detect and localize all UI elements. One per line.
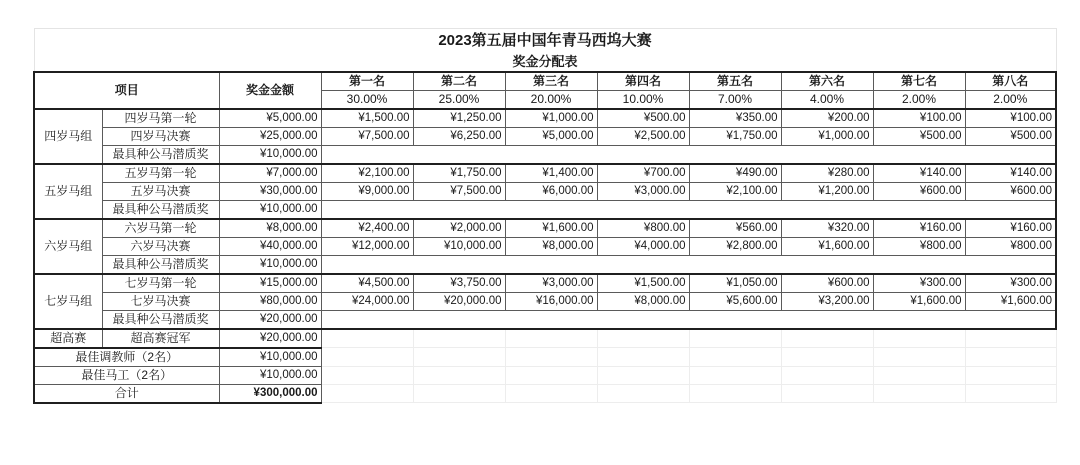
prize-cell: ¥1,400.00 bbox=[505, 164, 597, 183]
prize-cell: ¥5,000.00 bbox=[505, 127, 597, 145]
item-cell: 四岁马第一轮 bbox=[102, 109, 219, 128]
header-place: 第二名 bbox=[413, 72, 505, 91]
prize-cell: ¥100.00 bbox=[965, 109, 1056, 128]
prize-cell: ¥1,600.00 bbox=[873, 292, 965, 310]
empty-grid-cell bbox=[781, 348, 873, 367]
prize-cell: ¥1,750.00 bbox=[689, 127, 781, 145]
prize-cell: ¥1,750.00 bbox=[413, 164, 505, 183]
prize-cell: ¥1,200.00 bbox=[781, 182, 873, 200]
amount-cell: ¥25,000.00 bbox=[219, 127, 321, 145]
prize-cell: ¥600.00 bbox=[873, 182, 965, 200]
merged-empty-cell bbox=[321, 310, 1056, 329]
prize-cell: ¥10,000.00 bbox=[413, 237, 505, 255]
amount-cell: ¥10,000.00 bbox=[219, 366, 321, 384]
prize-cell: ¥3,000.00 bbox=[505, 274, 597, 293]
header-place: 第七名 bbox=[873, 72, 965, 91]
prize-cell: ¥4,000.00 bbox=[597, 237, 689, 255]
amount-cell: ¥10,000.00 bbox=[219, 348, 321, 367]
empty-grid-cell bbox=[873, 366, 965, 384]
header-amount: 奖金金额 bbox=[219, 72, 321, 109]
amount-cell: ¥8,000.00 bbox=[219, 219, 321, 238]
empty-grid-cell bbox=[965, 348, 1056, 367]
table-row bbox=[34, 127, 1056, 145]
prize-cell: ¥1,000.00 bbox=[781, 127, 873, 145]
header-project: 项目 bbox=[34, 72, 219, 109]
item-cell: 超高赛冠军 bbox=[102, 329, 219, 348]
header-percent: 30.00% bbox=[321, 90, 413, 109]
group-cell: 七岁马组 bbox=[34, 274, 102, 329]
prize-cell: ¥12,000.00 bbox=[321, 237, 413, 255]
amount-cell: ¥7,000.00 bbox=[219, 164, 321, 183]
table-row bbox=[34, 310, 1056, 329]
prize-cell: ¥8,000.00 bbox=[505, 237, 597, 255]
prize-cell: ¥9,000.00 bbox=[321, 182, 413, 200]
empty-grid-cell bbox=[781, 329, 873, 348]
prize-cell: ¥160.00 bbox=[873, 219, 965, 238]
prize-cell: ¥2,100.00 bbox=[689, 182, 781, 200]
empty-grid-cell bbox=[781, 384, 873, 403]
total-label-cell: 合计 bbox=[34, 384, 219, 403]
item-cell: 五岁马第一轮 bbox=[102, 164, 219, 183]
empty-grid-cell bbox=[413, 329, 505, 348]
prize-distribution-table bbox=[33, 28, 1057, 404]
header-percent: 25.00% bbox=[413, 90, 505, 109]
item-cell: 四岁马决赛 bbox=[102, 127, 219, 145]
amount-cell: ¥5,000.00 bbox=[219, 109, 321, 128]
header-percent: 20.00% bbox=[505, 90, 597, 109]
header-place: 第一名 bbox=[321, 72, 413, 91]
prize-cell: ¥2,100.00 bbox=[321, 164, 413, 183]
footer-label-cell: 最佳马工（2名） bbox=[34, 366, 219, 384]
amount-cell: ¥10,000.00 bbox=[219, 145, 321, 164]
prize-cell: ¥280.00 bbox=[781, 164, 873, 183]
item-cell: 六岁马决赛 bbox=[102, 237, 219, 255]
empty-grid-cell bbox=[597, 348, 689, 367]
item-cell: 七岁马第一轮 bbox=[102, 274, 219, 293]
prize-cell: ¥500.00 bbox=[873, 127, 965, 145]
amount-cell: ¥30,000.00 bbox=[219, 182, 321, 200]
table-row bbox=[34, 255, 1056, 274]
table-row bbox=[34, 384, 1056, 403]
header-place: 第四名 bbox=[597, 72, 689, 91]
prize-cell: ¥300.00 bbox=[965, 274, 1056, 293]
table-row bbox=[34, 200, 1056, 219]
table-row bbox=[34, 366, 1056, 384]
page-title: 2023第五届中国年青马西坞大赛 bbox=[34, 29, 1056, 52]
empty-grid-cell bbox=[965, 329, 1056, 348]
prize-cell: ¥20,000.00 bbox=[413, 292, 505, 310]
merged-empty-cell bbox=[321, 255, 1056, 274]
item-cell: 最具种公马潜质奖 bbox=[102, 145, 219, 164]
prize-cell: ¥490.00 bbox=[689, 164, 781, 183]
empty-grid-cell bbox=[965, 384, 1056, 403]
empty-grid-cell bbox=[689, 329, 781, 348]
prize-cell: ¥1,250.00 bbox=[413, 109, 505, 128]
group-cell: 六岁马组 bbox=[34, 219, 102, 274]
prize-cell: ¥300.00 bbox=[873, 274, 965, 293]
merged-empty-cell bbox=[321, 200, 1056, 219]
prize-cell: ¥2,500.00 bbox=[597, 127, 689, 145]
header-place: 第六名 bbox=[781, 72, 873, 91]
amount-cell: ¥15,000.00 bbox=[219, 274, 321, 293]
prize-cell: ¥4,500.00 bbox=[321, 274, 413, 293]
empty-grid-cell bbox=[321, 384, 413, 403]
header-percent: 4.00% bbox=[781, 90, 873, 109]
empty-grid-cell bbox=[321, 348, 413, 367]
prize-cell: ¥500.00 bbox=[965, 127, 1056, 145]
empty-grid-cell bbox=[505, 348, 597, 367]
amount-cell: ¥80,000.00 bbox=[219, 292, 321, 310]
empty-grid-cell bbox=[505, 329, 597, 348]
empty-grid-cell bbox=[321, 329, 413, 348]
table-row bbox=[34, 329, 1056, 348]
item-cell: 最具种公马潜质奖 bbox=[102, 310, 219, 329]
table-row bbox=[34, 292, 1056, 310]
prize-cell: ¥140.00 bbox=[873, 164, 965, 183]
prize-cell: ¥800.00 bbox=[597, 219, 689, 238]
item-cell: 五岁马决赛 bbox=[102, 182, 219, 200]
prize-cell: ¥5,600.00 bbox=[689, 292, 781, 310]
prize-cell: ¥600.00 bbox=[965, 182, 1056, 200]
amount-cell: ¥20,000.00 bbox=[219, 310, 321, 329]
prize-cell: ¥1,600.00 bbox=[505, 219, 597, 238]
empty-grid-cell bbox=[505, 366, 597, 384]
empty-grid-cell bbox=[505, 384, 597, 403]
empty-grid-cell bbox=[597, 329, 689, 348]
prize-cell: ¥100.00 bbox=[873, 109, 965, 128]
prize-cell: ¥140.00 bbox=[965, 164, 1056, 183]
header-percent: 2.00% bbox=[873, 90, 965, 109]
amount-cell: ¥20,000.00 bbox=[219, 329, 321, 348]
prize-cell: ¥24,000.00 bbox=[321, 292, 413, 310]
prize-cell: ¥320.00 bbox=[781, 219, 873, 238]
empty-grid-cell bbox=[873, 348, 965, 367]
header-percent: 7.00% bbox=[689, 90, 781, 109]
header-percent: 10.00% bbox=[597, 90, 689, 109]
prize-cell: ¥1,050.00 bbox=[689, 274, 781, 293]
group-cell: 四岁马组 bbox=[34, 109, 102, 164]
prize-cell: ¥800.00 bbox=[965, 237, 1056, 255]
prize-cell: ¥16,000.00 bbox=[505, 292, 597, 310]
prize-cell: ¥1,500.00 bbox=[321, 109, 413, 128]
prize-cell: ¥160.00 bbox=[965, 219, 1056, 238]
header-percent: 2.00% bbox=[965, 90, 1056, 109]
empty-grid-cell bbox=[873, 384, 965, 403]
prize-cell: ¥200.00 bbox=[781, 109, 873, 128]
empty-grid-cell bbox=[597, 366, 689, 384]
amount-cell: ¥10,000.00 bbox=[219, 255, 321, 274]
footer-label-cell: 最佳调教师（2名） bbox=[34, 348, 219, 367]
amount-cell: ¥40,000.00 bbox=[219, 237, 321, 255]
table-row bbox=[34, 237, 1056, 255]
empty-grid-cell bbox=[689, 384, 781, 403]
table-row bbox=[34, 52, 1056, 72]
total-amount-cell: ¥300,000.00 bbox=[219, 384, 321, 403]
prize-cell: ¥600.00 bbox=[781, 274, 873, 293]
prize-cell: ¥2,800.00 bbox=[689, 237, 781, 255]
empty-grid-cell bbox=[321, 366, 413, 384]
table-row bbox=[34, 182, 1056, 200]
prize-cell: ¥2,400.00 bbox=[321, 219, 413, 238]
table-row bbox=[34, 109, 1056, 128]
empty-grid-cell bbox=[413, 384, 505, 403]
item-cell: 七岁马决赛 bbox=[102, 292, 219, 310]
table-row bbox=[34, 348, 1056, 367]
empty-grid-cell bbox=[781, 366, 873, 384]
empty-grid-cell bbox=[689, 348, 781, 367]
header-place: 第三名 bbox=[505, 72, 597, 91]
header-place: 第五名 bbox=[689, 72, 781, 91]
prize-cell: ¥6,000.00 bbox=[505, 182, 597, 200]
table-row bbox=[34, 145, 1056, 164]
empty-grid-cell bbox=[965, 366, 1056, 384]
table-row bbox=[34, 29, 1056, 52]
group-cell: 五岁马组 bbox=[34, 164, 102, 219]
table-row bbox=[34, 219, 1056, 238]
prize-cell: ¥1,600.00 bbox=[781, 237, 873, 255]
empty-grid-cell bbox=[873, 329, 965, 348]
group-cell: 超高赛 bbox=[34, 329, 102, 348]
prize-cell: ¥6,250.00 bbox=[413, 127, 505, 145]
prize-cell: ¥800.00 bbox=[873, 237, 965, 255]
amount-cell: ¥10,000.00 bbox=[219, 200, 321, 219]
merged-empty-cell bbox=[321, 145, 1056, 164]
prize-cell: ¥350.00 bbox=[689, 109, 781, 128]
prize-cell: ¥3,000.00 bbox=[597, 182, 689, 200]
item-cell: 六岁马第一轮 bbox=[102, 219, 219, 238]
item-cell: 最具种公马潜质奖 bbox=[102, 255, 219, 274]
prize-cell: ¥500.00 bbox=[597, 109, 689, 128]
prize-cell: ¥7,500.00 bbox=[413, 182, 505, 200]
header-row bbox=[34, 72, 1056, 91]
empty-grid-cell bbox=[413, 366, 505, 384]
prize-cell: ¥1,600.00 bbox=[965, 292, 1056, 310]
prize-cell: ¥3,200.00 bbox=[781, 292, 873, 310]
empty-grid-cell bbox=[413, 348, 505, 367]
empty-grid-cell bbox=[597, 384, 689, 403]
prize-cell: ¥1,500.00 bbox=[597, 274, 689, 293]
prize-cell: ¥1,000.00 bbox=[505, 109, 597, 128]
prize-cell: ¥2,000.00 bbox=[413, 219, 505, 238]
header-place: 第八名 bbox=[965, 72, 1056, 91]
prize-cell: ¥7,500.00 bbox=[321, 127, 413, 145]
page-subtitle: 奖金分配表 bbox=[34, 52, 1056, 72]
prize-cell: ¥700.00 bbox=[597, 164, 689, 183]
prize-cell: ¥3,750.00 bbox=[413, 274, 505, 293]
empty-grid-cell bbox=[689, 366, 781, 384]
item-cell: 最具种公马潜质奖 bbox=[102, 200, 219, 219]
prize-cell: ¥560.00 bbox=[689, 219, 781, 238]
prize-cell: ¥8,000.00 bbox=[597, 292, 689, 310]
table-row bbox=[34, 274, 1056, 293]
table-row bbox=[34, 164, 1056, 183]
